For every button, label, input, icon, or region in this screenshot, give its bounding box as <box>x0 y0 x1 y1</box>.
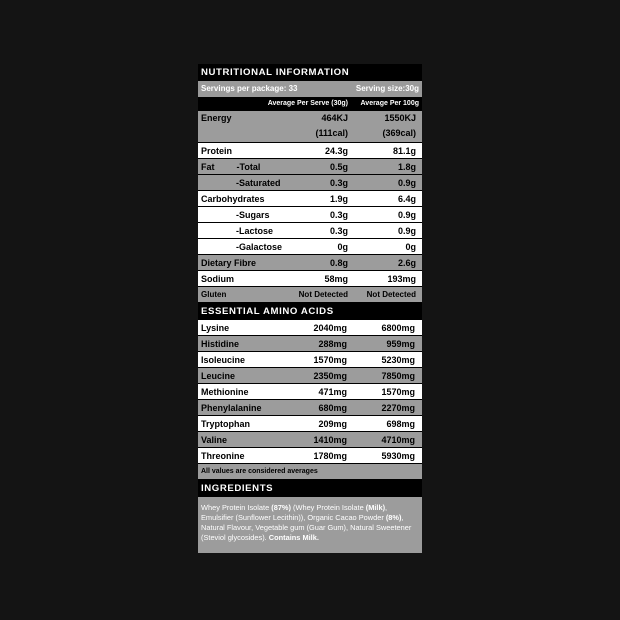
nutrient-row <box>198 287 422 302</box>
amino-serve: 680mg <box>318 402 347 413</box>
energy-serve-kj: 464KJ <box>321 113 348 123</box>
amino-row <box>198 448 422 463</box>
nutrient-serve: 0.3g <box>329 225 348 236</box>
amino-per100: 959mg <box>386 338 415 349</box>
nutrient-serve: 0.5g <box>329 161 348 172</box>
servings-bar <box>198 81 422 97</box>
amino-label: Tryptophan <box>201 418 250 429</box>
amino-per100: 4710mg <box>381 434 415 445</box>
amino-per100: 7850mg <box>381 370 415 381</box>
amino-serve: 2040mg <box>313 322 347 333</box>
nutrient-per100: 81.1g <box>392 145 416 156</box>
nutrient-label: Carbohydrates <box>201 193 265 204</box>
nutrition-panel <box>198 64 422 553</box>
amino-row <box>198 416 422 431</box>
nutrient-per100: 0g <box>405 241 416 252</box>
nutrient-serve: 0g <box>337 241 348 252</box>
amino-per100: 5230mg <box>381 354 415 365</box>
amino-serve: 1410mg <box>313 434 347 445</box>
nutrient-per100: 0.9g <box>397 209 416 220</box>
amino-row <box>198 384 422 399</box>
amino-row <box>198 336 422 351</box>
nutrient-per100: 193mg <box>387 273 416 284</box>
servings-per-package: Servings per package: 33 <box>201 84 298 93</box>
amino-per100: 698mg <box>386 418 415 429</box>
amino-label: Leucine <box>201 370 236 381</box>
energy-per100-kj: 1550KJ <box>384 113 416 123</box>
amino-label: Lysine <box>201 322 230 333</box>
nutrient-sublabel: -Total <box>236 161 261 172</box>
nutrient-row <box>198 159 422 174</box>
amino-row <box>198 400 422 415</box>
energy-label: Energy <box>201 113 232 123</box>
col-per-serve: Average Per Serve (30g) <box>267 100 348 107</box>
nutrient-row <box>198 239 422 254</box>
amino-per100: 1570mg <box>381 386 415 397</box>
nutrient-serve: 24.3g <box>324 145 348 156</box>
amino-per100: 5930mg <box>381 450 415 461</box>
nutrient-label: Sodium <box>201 273 234 284</box>
energy-row <box>198 111 422 142</box>
col-per-100g: Average Per 100g <box>360 100 419 107</box>
nutrient-serve: 1.9g <box>329 193 348 204</box>
nutrient-per100: 0.9g <box>397 225 416 236</box>
nutrient-serve: 58mg <box>324 273 348 284</box>
nutrient-per100: Not Detected <box>366 290 416 299</box>
nutrient-label: Fat -Total <box>201 161 261 172</box>
nutrient-label: -Sugars <box>236 209 270 220</box>
nutrient-row <box>198 175 422 190</box>
amino-per100: 6800mg <box>381 322 415 333</box>
nutrient-per100: 0.9g <box>397 177 416 188</box>
nutrient-per100: 6.4g <box>397 193 416 204</box>
nutrient-row <box>198 143 422 158</box>
ingredients-title: INGREDIENTS <box>198 480 422 497</box>
amino-serve: 2350mg <box>313 370 347 381</box>
nutrition-title: NUTRITIONAL INFORMATION <box>198 64 422 81</box>
amino-row <box>198 352 422 367</box>
ingredients-text: Whey Protein Isolate (87%) (Whey Protein Isolate (Milk), Emulsifier (Sunflower Lecithin)), Organic Cacao Powder (8%), Natural Flavour, Vegetable gum (Guar Gum), Natural Sweetener (Steviol glycosides). Contains Milk. <box>198 497 422 553</box>
nutrient-row <box>198 255 422 270</box>
amino-row <box>198 368 422 383</box>
nutrient-serve: 0.3g <box>329 177 348 188</box>
nutrient-per100: 1.8g <box>397 161 416 172</box>
amino-acids-title: ESSENTIAL AMINO ACIDS <box>198 303 422 320</box>
amino-label: Valine <box>201 434 228 445</box>
amino-serve: 1780mg <box>313 450 347 461</box>
amino-per100: 2270mg <box>381 402 415 413</box>
nutrient-label: -Lactose <box>236 225 274 236</box>
amino-serve: 471mg <box>318 386 347 397</box>
nutrient-label: -Saturated <box>236 177 281 188</box>
amino-serve: 209mg <box>318 418 347 429</box>
amino-label: Methionine <box>201 386 249 397</box>
amino-row <box>198 432 422 447</box>
nutrient-serve: Not Detected <box>298 290 348 299</box>
nutrient-serve: 0.3g <box>329 209 348 220</box>
column-headers <box>198 97 422 111</box>
amino-label: Threonine <box>201 450 245 461</box>
nutrient-row <box>198 191 422 206</box>
nutrient-label: Protein <box>201 145 233 156</box>
nutrient-row <box>198 223 422 238</box>
nutrient-per100: 2.6g <box>397 257 416 268</box>
nutrient-label: -Galactose <box>236 241 283 252</box>
amino-label: Phenylalanine <box>201 402 262 413</box>
energy-per100-cal: (369cal) <box>382 128 416 138</box>
averages-note: All values are considered averages <box>198 464 422 479</box>
energy-serve-cal: (111cal) <box>315 128 348 138</box>
nutrient-row <box>198 271 422 286</box>
nutrient-label: Gluten <box>201 290 227 299</box>
amino-serve: 1570mg <box>313 354 347 365</box>
amino-label: Histidine <box>201 338 240 349</box>
nutrient-label: Dietary Fibre <box>201 257 257 268</box>
amino-row <box>198 320 422 335</box>
amino-serve: 288mg <box>318 338 347 349</box>
serving-size: Serving size:30g <box>355 84 419 93</box>
nutrient-row <box>198 207 422 222</box>
amino-label: Isoleucine <box>201 354 246 365</box>
nutrient-serve: 0.8g <box>329 257 348 268</box>
